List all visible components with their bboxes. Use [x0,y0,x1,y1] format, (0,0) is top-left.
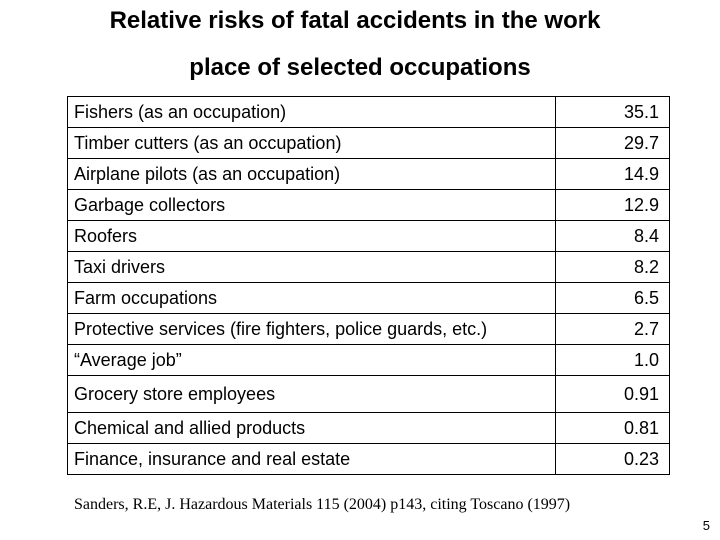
slide-title-line-1: Relative risks of fatal accidents in the work [109,7,601,34]
page-number: 5 [702,518,710,533]
risk-value-cell: 0.91 [556,376,670,413]
table-row [68,444,670,475]
table-row [68,97,670,128]
table-row [68,376,670,413]
occupation-cell: Protective services (fire fighters, police guards, etc.) [68,314,556,345]
table-row [68,128,670,159]
risk-value-cell: 12.9 [556,190,670,221]
occupation-cell: Airplane pilots (as an occupation) [68,159,556,190]
risk-value-cell: 6.5 [556,283,670,314]
occupation-cell: “Average job” [68,345,556,376]
occupation-cell: Farm occupations [68,283,556,314]
risk-value-cell: 1.0 [556,345,670,376]
occupation-cell: Taxi drivers [68,252,556,283]
occupation-cell: Timber cutters (as an occupation) [68,128,556,159]
table-row [68,345,670,376]
occupation-cell: Grocery store employees [68,376,556,413]
occupation-cell: Fishers (as an occupation) [68,97,556,128]
occupation-cell: Garbage collectors [68,190,556,221]
risk-value-cell: 35.1 [556,97,670,128]
table-row [68,159,670,190]
occupation-cell: Roofers [68,221,556,252]
risk-value-cell: 0.81 [556,413,670,444]
risk-value-cell: 8.2 [556,252,670,283]
table-row [68,314,670,345]
table-row [68,413,670,444]
source-citation: Sanders, R.E, J. Hazardous Materials 115 (2004) p143, citing Toscano (1997) [74,496,571,513]
relative-risk-table [67,96,670,475]
table-row [68,252,670,283]
risk-value-cell: 2.7 [556,314,670,345]
risk-value-cell: 29.7 [556,128,670,159]
table-row [68,190,670,221]
risk-value-cell: 0.23 [556,444,670,475]
occupation-cell: Chemical and allied products [68,413,556,444]
table-row [68,283,670,314]
risk-value-cell: 8.4 [556,221,670,252]
risk-value-cell: 14.9 [556,159,670,190]
occupation-cell: Finance, insurance and real estate [68,444,556,475]
slide-title-line-2: place of selected occupations [189,54,531,81]
table-row [68,221,670,252]
